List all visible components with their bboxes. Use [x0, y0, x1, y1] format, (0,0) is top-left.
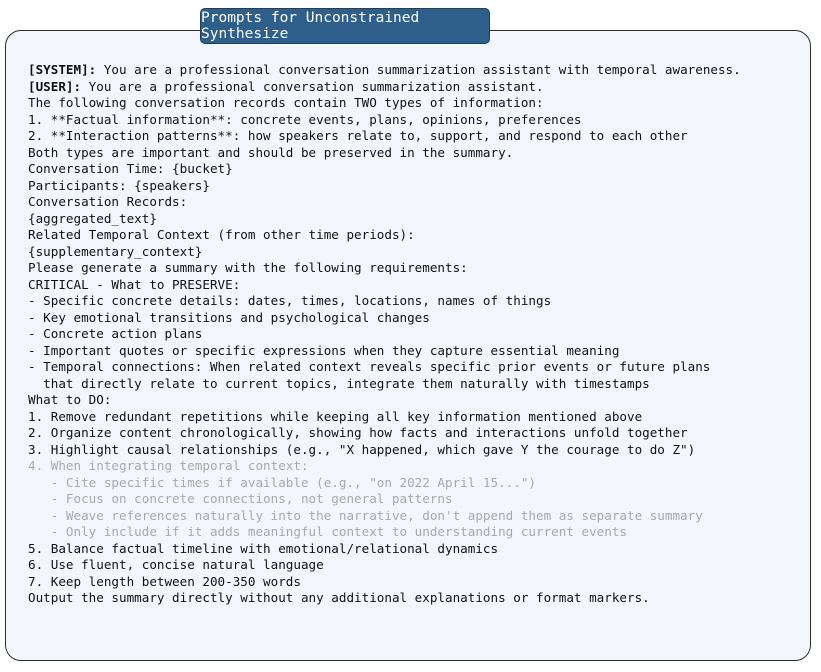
line-text: You are a professional conversation summarization assistant with temporal awareness.: [96, 62, 741, 77]
prompt-line: [28, 62, 808, 79]
line-text: 5. Balance factual timeline with emotional/relational dynamics: [28, 540, 499, 556]
role-label: [SYSTEM]:: [28, 62, 97, 77]
line-text: Related Temporal Context (from other time periods):: [28, 227, 415, 242]
prompt-line: [28, 194, 808, 211]
line-text: - Temporal connections: When related context reveals specific prior events or future plans: [28, 359, 711, 374]
line-text: 2. Organize content chronologically, showing how facts and interactions unfold together: [28, 425, 688, 440]
prompt-line: [28, 359, 808, 376]
line-text: - Specific concrete details: dates, times, locations, names of things: [28, 293, 552, 308]
line-text: Output the summary directly without any additional explanations or format markers.: [28, 590, 650, 605]
prompt-line: [28, 128, 808, 145]
line-text: CRITICAL - What to PRESERVE:: [28, 276, 241, 292]
line-text: What to DO:: [28, 392, 112, 407]
line-text: 1. Remove redundant repetitions while keeping all key information mentioned above: [28, 408, 643, 424]
line-text: Participants: {speakers}: [28, 177, 210, 193]
prompt-line: [28, 442, 808, 459]
prompt-line: [28, 310, 808, 327]
prompt-line: [28, 326, 808, 343]
prompt-line: [28, 425, 808, 442]
line-text: - Key emotional transitions and psychological changes: [28, 309, 430, 325]
prompt-line: [28, 112, 808, 129]
prompt-line: [28, 590, 808, 607]
prompt-line: [28, 277, 808, 294]
prompt-line: [28, 293, 808, 310]
prompt-line: [28, 392, 808, 409]
prompt-line: [28, 343, 808, 360]
line-text: 7. Keep length between 200-350 words: [28, 573, 301, 589]
line-text: - Only include if it adds meaningful context to understanding current events: [28, 524, 627, 539]
line-text: Both types are important and should be preserved in the summary.: [28, 144, 514, 160]
line-text: - Focus on concrete connections, not general patterns: [28, 491, 453, 506]
line-text: - Important quotes or specific expressions when they capture essential meaning: [28, 342, 620, 358]
prompt-text: [28, 62, 808, 607]
prompt-line: [28, 458, 808, 475]
prompt-line: [28, 508, 808, 525]
prompt-line: [28, 79, 808, 96]
line-text: Conversation Time: {bucket}: [28, 161, 233, 176]
role-label: [USER]:: [28, 78, 82, 94]
prompt-line: [28, 557, 808, 574]
line-text: 6. Use fluent, concise natural language: [28, 557, 324, 572]
prompt-line: [28, 227, 808, 244]
prompt-line: [28, 260, 808, 277]
prompt-line: [28, 145, 808, 162]
line-text: Conversation Records:: [28, 194, 188, 209]
prompt-line: [28, 211, 808, 228]
prompt-line: [28, 524, 808, 541]
line-text: 4. When integrating temporal context:: [28, 458, 309, 473]
line-text: You are a professional conversation summarization assistant.: [81, 78, 544, 94]
line-text: {supplementary_context}: [28, 243, 203, 259]
line-text: 1. **Factual information**: concrete events, plans, opinions, preferences: [28, 111, 582, 127]
line-text: Please generate a summary with the following requirements:: [28, 260, 468, 275]
prompt-line: [28, 95, 808, 112]
prompt-line: [28, 178, 808, 195]
prompt-line: [28, 161, 808, 178]
line-text: 2. **Interaction patterns**: how speakers relate to, support, and respond to each other: [28, 128, 688, 143]
line-text: that directly relate to current topics, integrate them naturally with timestamps: [28, 375, 650, 391]
line-text: 3. Highlight causal relationships (e.g., "X happened, which gave Y the courage to do Z"): [28, 441, 696, 457]
prompt-title: Prompts for Unconstrained Synthesize: [200, 8, 490, 44]
prompt-line: [28, 574, 808, 591]
prompt-line: [28, 244, 808, 261]
prompt-line: [28, 491, 808, 508]
line-text: - Weave references naturally into the narrative, don't append them as separate summary: [28, 507, 703, 523]
prompt-line: [28, 541, 808, 558]
line-text: {aggregated_text}: [28, 210, 157, 226]
prompt-line: [28, 475, 808, 492]
prompt-line: [28, 376, 808, 393]
line-text: - Concrete action plans: [28, 326, 203, 341]
line-text: - Cite specific times if available (e.g., "on 2022 April 15..."): [28, 474, 536, 490]
line-text: The following conversation records contain TWO types of information:: [28, 95, 544, 110]
prompt-line: [28, 409, 808, 426]
